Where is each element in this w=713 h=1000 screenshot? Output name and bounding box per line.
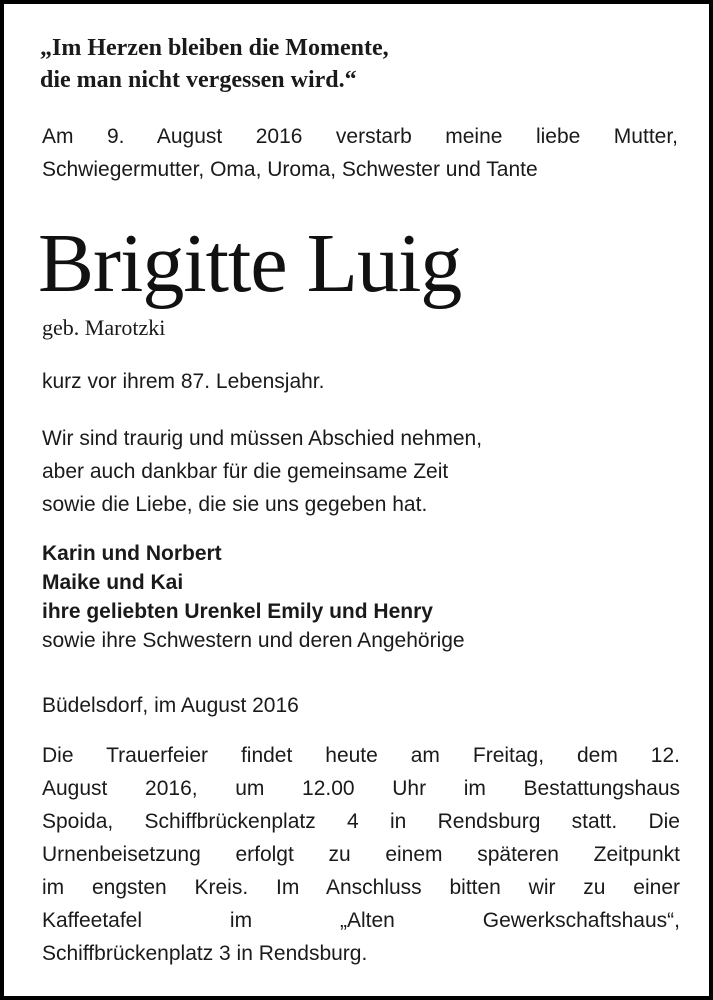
mourner-name: Maike und Kai bbox=[42, 571, 184, 594]
mourners-list bbox=[42, 539, 465, 655]
mourning-line: aber auch dankbar für die gemeinsame Zeit bbox=[42, 460, 449, 483]
announcement-line: Schwiegermutter, Oma, Uroma, Schwester und Tante bbox=[42, 158, 538, 181]
death-announcement bbox=[42, 120, 678, 186]
deceased-name: Brigitte Luig bbox=[38, 217, 462, 310]
mourning-text bbox=[42, 422, 482, 521]
funeral-line: August 2016, um 12.00 Uhr im Bestattungshaus bbox=[42, 777, 680, 800]
mourning-line: Wir sind traurig und müssen Abschied nehmen, bbox=[42, 427, 483, 450]
mourner-name: sowie ihre Schwestern und deren Angehörige bbox=[42, 629, 465, 652]
mourning-line: sowie die Liebe, die sie uns gegeben hat. bbox=[42, 493, 428, 516]
age-note: kurz vor ihrem 87. Lebensjahr. bbox=[42, 370, 325, 393]
memorial-quote bbox=[40, 32, 680, 96]
mourner-name: ihre geliebten Urenkel Emily und Henry bbox=[42, 600, 433, 623]
funeral-line: Urnenbeisetzung erfolgt zu einem späteren Zeitpunkt bbox=[42, 843, 680, 866]
place-and-date: Büdelsdorf, im August 2016 bbox=[42, 694, 299, 717]
announcement-line: Am 9. August 2016 verstarb meine liebe Mutter, bbox=[42, 125, 678, 148]
quote-line: „Im Herzen bleiben die Momente, bbox=[40, 35, 389, 61]
funeral-line: Spoida, Schiffbrückenplatz 4 in Rendsburg statt. Die bbox=[42, 810, 680, 833]
funeral-line: Die Trauerfeier findet heute am Freitag, dem 12. bbox=[42, 744, 680, 767]
funeral-info bbox=[42, 739, 680, 970]
funeral-line: Schiffbrückenplatz 3 in Rendsburg. bbox=[42, 942, 368, 965]
mourner-name: Karin und Norbert bbox=[42, 542, 222, 565]
maiden-name: geb. Marotzki bbox=[42, 315, 166, 340]
funeral-line: Kaffeetafel im „Alten Gewerkschaftshaus“, bbox=[42, 909, 680, 932]
funeral-line: im engsten Kreis. Im Anschluss bitten wir zu einer bbox=[42, 876, 680, 899]
quote-line: die man nicht vergessen wird.“ bbox=[40, 67, 357, 93]
